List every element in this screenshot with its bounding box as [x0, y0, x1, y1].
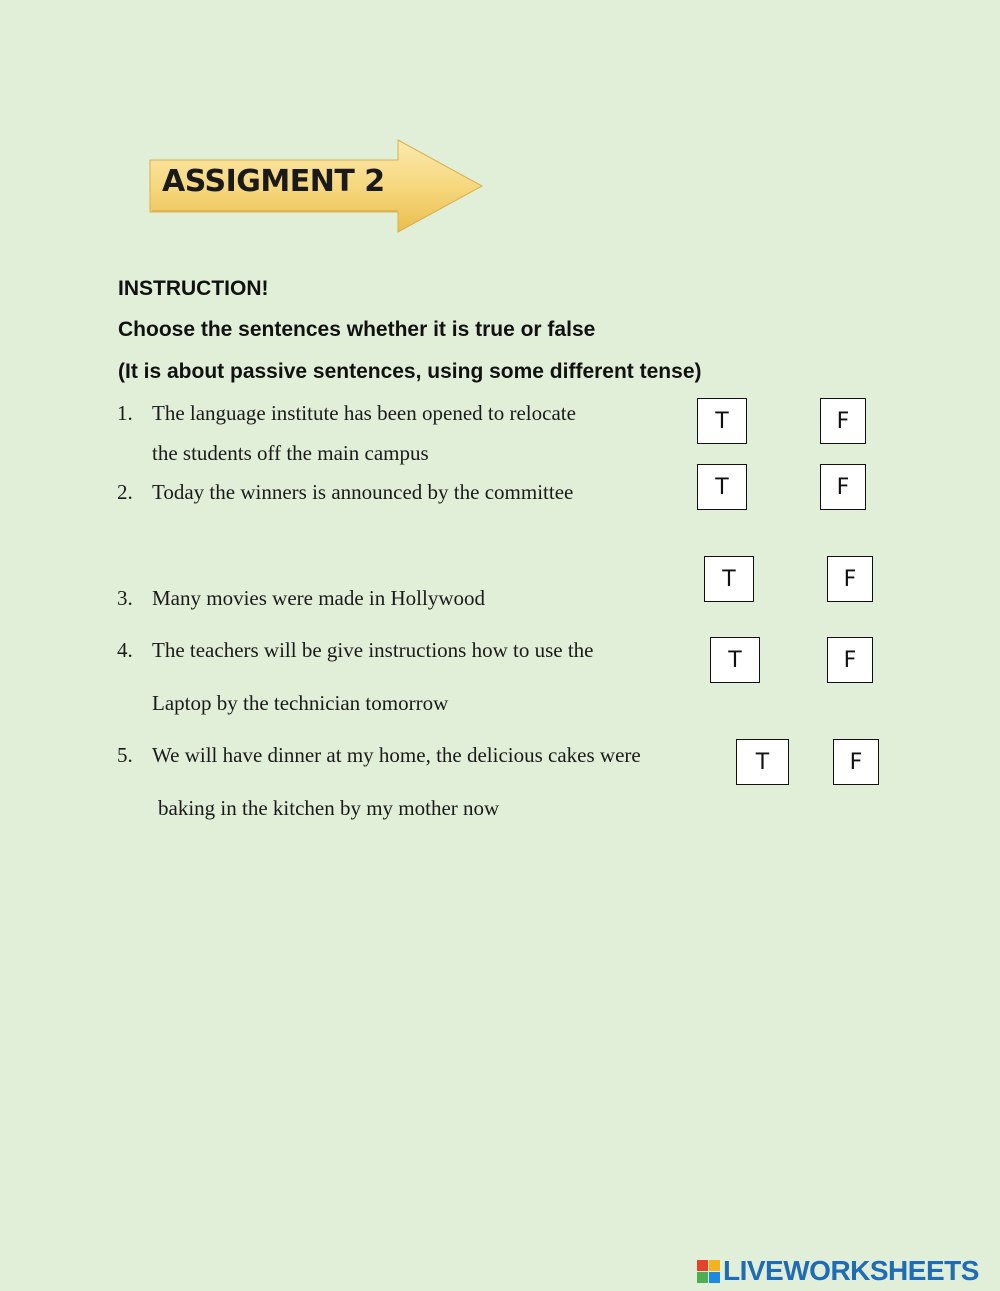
- question-1-text-cont: the students off the main campus: [152, 441, 429, 465]
- logo-square-1: [697, 1260, 708, 1271]
- banner-title: ASSIGMENT 2: [162, 164, 385, 199]
- question-2-false-box[interactable]: F: [820, 464, 866, 510]
- logo-square-2: [709, 1260, 720, 1271]
- assignment-banner: [146, 138, 486, 234]
- logo-mark-icon: [697, 1260, 720, 1283]
- question-1-true-box[interactable]: T: [697, 398, 747, 444]
- instruction-line-1: Choose the sentences whether it is true or false: [118, 318, 596, 341]
- question-5-text-cont: baking in the kitchen by my mother now: [158, 796, 500, 820]
- question-5-text: We will have dinner at my home, the delicious cakes were: [152, 743, 641, 767]
- question-2-number: 2.: [117, 480, 133, 504]
- question-1-false-box[interactable]: F: [820, 398, 866, 444]
- question-3-text: Many movies were made in Hollywood: [152, 586, 486, 610]
- question-4-false-box[interactable]: F: [827, 637, 873, 683]
- question-4-text: The teachers will be give instructions how to use the: [152, 638, 594, 662]
- question-2-true-box[interactable]: T: [697, 464, 747, 510]
- instruction-heading: INSTRUCTION!: [118, 277, 269, 300]
- question-3-false-box[interactable]: F: [827, 556, 873, 602]
- logo-square-3: [697, 1272, 708, 1283]
- question-4-true-box[interactable]: T: [710, 637, 760, 683]
- logo-text: LIVEWORKSHEETS: [723, 1255, 979, 1286]
- question-1-text: The language institute has been opened to relocate: [152, 401, 576, 425]
- question-4-text-cont: Laptop by the technician tomorrow: [152, 691, 449, 715]
- question-3-number: 3.: [117, 586, 133, 610]
- question-2-text: Today the winners is announced by the committee: [152, 480, 574, 504]
- instruction-line-2: (It is about passive sentences, using some different tense): [118, 360, 702, 383]
- question-5-number: 5.: [117, 743, 133, 767]
- liveworksheets-logo: [697, 1256, 979, 1286]
- question-4-number: 4.: [117, 638, 133, 662]
- question-5-true-box[interactable]: T: [736, 739, 789, 785]
- logo-square-4: [709, 1272, 720, 1283]
- question-3-true-box[interactable]: T: [704, 556, 754, 602]
- question-1-number: 1.: [117, 401, 133, 425]
- question-5-false-box[interactable]: F: [833, 739, 879, 785]
